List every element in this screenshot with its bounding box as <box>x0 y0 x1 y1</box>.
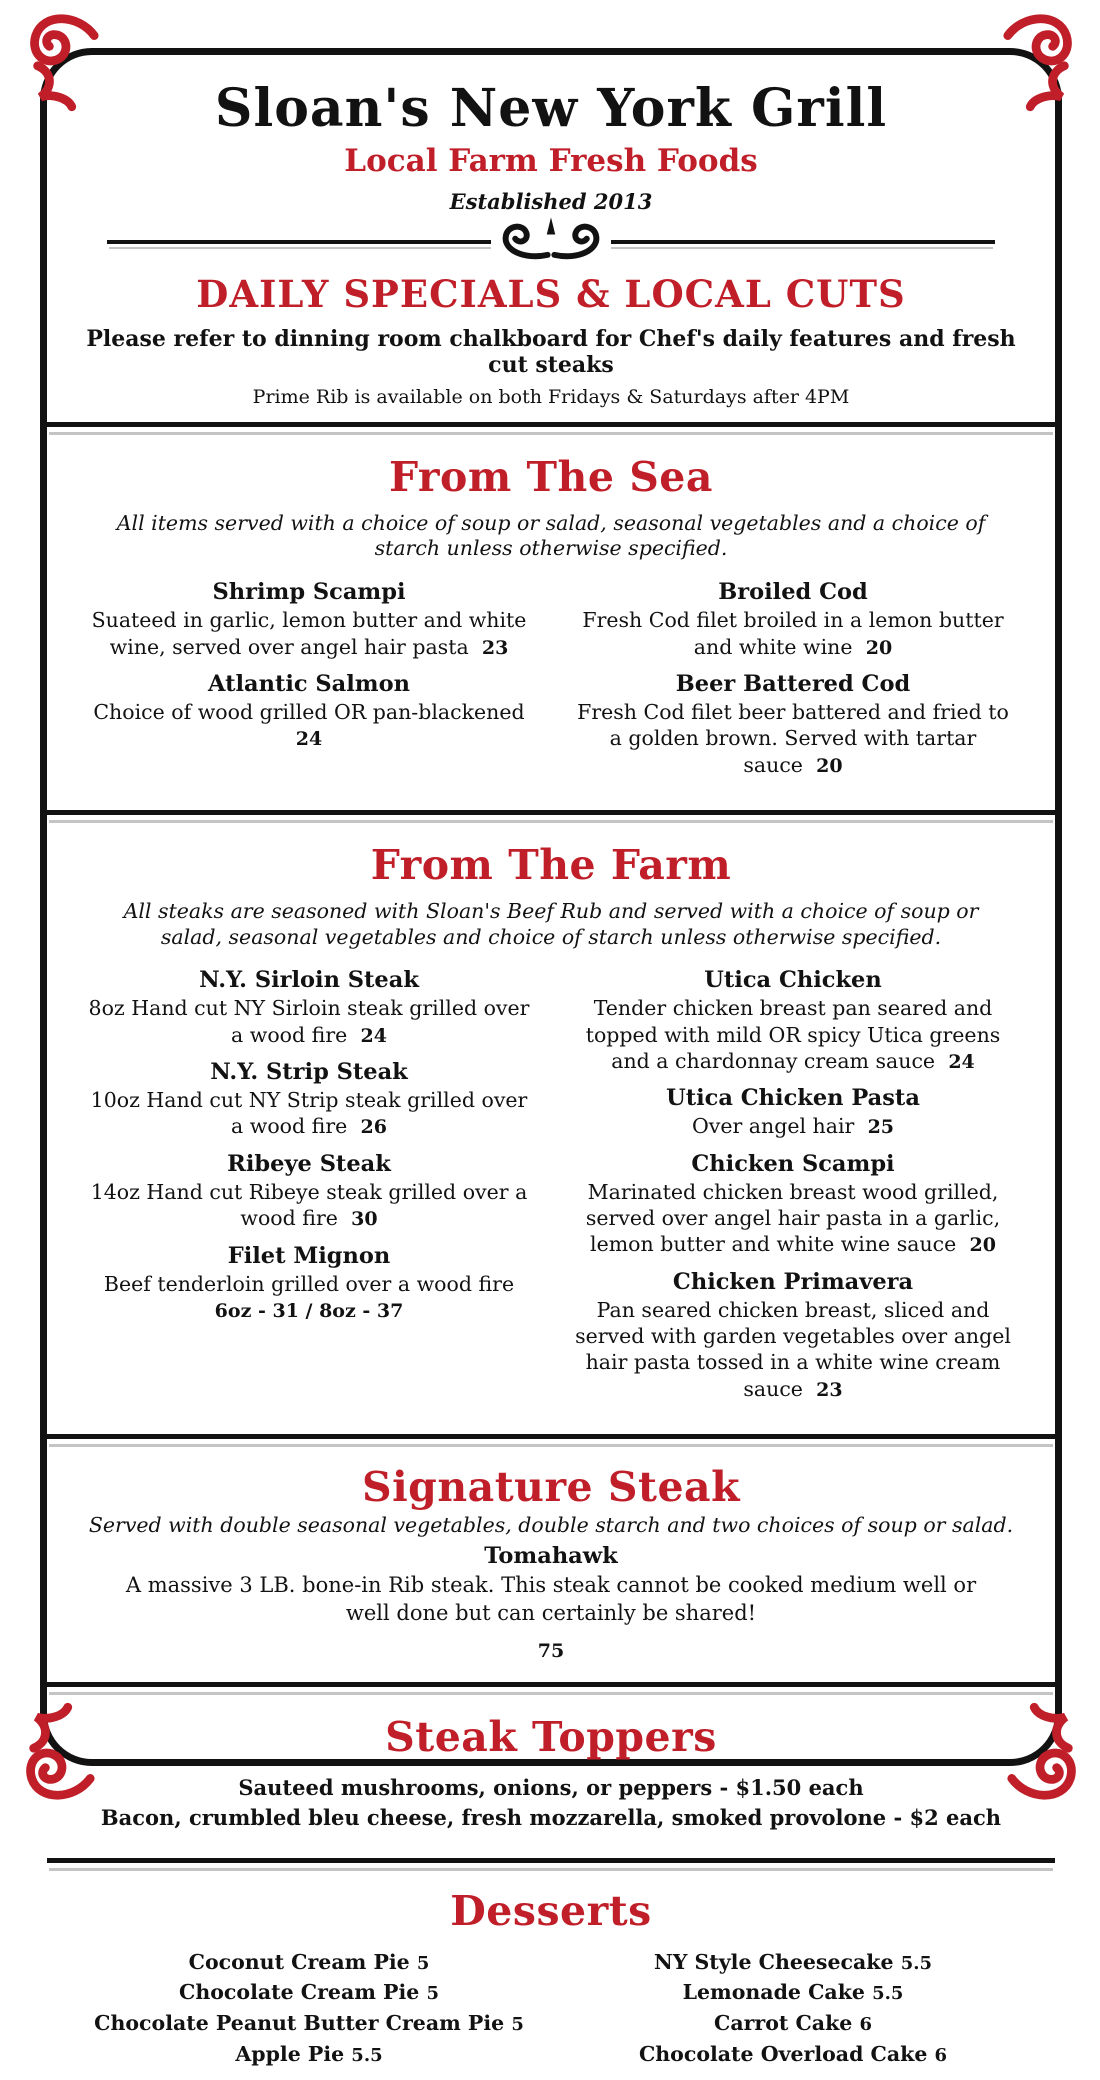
menu-frame <box>40 48 1062 2066</box>
item-name: Chocolate Cream Pie <box>179 1980 420 2005</box>
item-desc <box>87 1087 531 1140</box>
item-price: 24 <box>360 1024 387 1047</box>
item-name: Ribeye Steak <box>227 1150 391 1177</box>
farm-right-column <box>571 966 1015 1412</box>
page-subtitle: Local Farm Fresh Foods <box>344 142 758 179</box>
item-price: 30 <box>351 1208 378 1231</box>
item-price: 6oz - 31 / 8oz - 37 <box>214 1300 404 1322</box>
section-divider <box>47 1434 1055 1449</box>
item-name: Coconut Cream Pie <box>188 1949 410 1974</box>
item-price: 5 <box>426 1983 439 2005</box>
menu-item <box>571 966 1015 1074</box>
item-name: Filet Mignon <box>227 1242 391 1269</box>
sea-columns <box>87 578 1015 788</box>
item-name: Shrimp Scampi <box>212 579 406 606</box>
item-name: N.Y. Sirloin Steak <box>199 967 419 994</box>
item-desc-text: Marinated chicken breast wood grilled, served over angel hair pasta in a garlic, lemon butter and white wine sauce <box>585 1179 1001 1257</box>
item-desc: A massive 3 LB. bone-in Rib steak. This steak cannot be cooked medium well or well done but can certainly be shared! <box>125 1573 977 1626</box>
item-name: Utica Chicken Pasta <box>666 1085 920 1112</box>
desserts-left-column <box>87 1947 531 2070</box>
daily-specials-title: DAILY SPECIALS & LOCAL CUTS <box>196 271 906 316</box>
item-name: Chocolate Overload Cake <box>638 2041 928 2066</box>
item-desc <box>571 1113 1015 1139</box>
item-name: Chocolate Peanut Butter Cream Pie <box>94 2011 505 2036</box>
signature-steak-section <box>47 1449 1055 1682</box>
dessert-item <box>571 1947 1015 1978</box>
from-the-farm-section <box>47 825 1055 1434</box>
item-name: Tomahawk <box>484 1543 618 1570</box>
item-desc <box>571 1297 1015 1402</box>
item-desc <box>87 995 531 1048</box>
menu-item <box>571 1268 1015 1402</box>
steak-toppers-section <box>47 1697 1055 1858</box>
item-name: N.Y. Strip Steak <box>210 1058 408 1085</box>
prime-rib-note: Prime Rib is available on both Fridays & Saturdays after 4PM <box>252 385 850 408</box>
desserts-section <box>47 1873 1055 2080</box>
item-price: 20 <box>969 1234 996 1257</box>
menu-item <box>571 1150 1015 1258</box>
item-desc-text: 10oz Hand cut NY Strip steak grilled over a wood fire <box>90 1088 528 1139</box>
section-divider <box>47 810 1055 825</box>
item-desc <box>571 995 1015 1074</box>
item-price: 6 <box>859 2014 872 2036</box>
page-title: Sloan's New York Grill <box>214 78 888 139</box>
corner-flourish-icon <box>1004 1704 1082 1806</box>
item-desc-text: Fresh Cod filet beer battered and fried to a golden brown. Served with tartar sauce <box>577 700 1009 777</box>
desserts-columns <box>87 1947 1015 2070</box>
farm-columns <box>87 966 1015 1412</box>
section-divider <box>47 1682 1055 1697</box>
sea-left-column <box>87 578 531 788</box>
item-desc-text: 14oz Hand cut Ribeye steak grilled over a wood fire <box>90 1179 528 1231</box>
item-desc-text: 8oz Hand cut NY Sirloin steak grilled over a wood fire <box>88 996 530 1047</box>
from-the-sea-section <box>47 437 1055 810</box>
chalkboard-note: Please refer to dinning room chalkboard for Chef's daily features and fresh cut steaks <box>86 325 1016 378</box>
item-desc <box>571 1179 1015 1258</box>
item-price: 75 <box>537 1639 565 1662</box>
item-desc-text: Over angel hair <box>691 1114 855 1139</box>
item-price: 24 <box>295 728 323 751</box>
item-name: Carrot Cake <box>714 2011 853 2036</box>
section-title: From The Farm <box>370 840 732 889</box>
dessert-item <box>87 2008 531 2039</box>
section-note: All items served with a choice of soup or salad, seasonal vegetables and a choice of starch unless otherwise specified. <box>116 510 986 561</box>
corner-flourish-icon <box>1000 8 1078 110</box>
section-title: Desserts <box>450 1886 652 1935</box>
menu-item <box>571 670 1015 778</box>
section-title: Signature Steak <box>361 1463 741 1512</box>
item-name: NY Style Cheesecake <box>653 1949 894 1974</box>
dessert-item <box>87 1977 531 2008</box>
menu-item <box>87 670 531 752</box>
divider-flourish-icon <box>491 214 611 260</box>
item-price: 26 <box>360 1116 387 1139</box>
item-name: Chicken Scampi <box>691 1150 895 1177</box>
section-title: From The Sea <box>389 452 713 501</box>
item-desc-text: Beef tenderloin grilled over a wood fire <box>103 1271 515 1296</box>
topper-line: Sauteed mushrooms, onions, or peppers - $1.50 each <box>238 1774 864 1800</box>
item-price: 20 <box>816 754 843 777</box>
menu-item <box>87 1058 531 1140</box>
item-name: Chicken Primavera <box>672 1268 914 1295</box>
item-desc <box>571 607 1015 660</box>
section-divider <box>47 1858 1055 1873</box>
section-divider <box>47 422 1055 437</box>
section-note: All steaks are seasoned with Sloan's Beef Rub and served with a choice of soup or salad, seasonal vegetables and choice of starch unless otherwise specified. <box>123 898 979 949</box>
item-price: 5.5 <box>872 1983 904 2005</box>
dessert-item <box>571 2039 1015 2070</box>
item-price: 5.5 <box>351 2044 383 2066</box>
farm-left-column <box>87 966 531 1412</box>
item-desc <box>571 699 1015 778</box>
item-name: Beer Battered Cod <box>675 670 911 697</box>
item-price: 24 <box>948 1050 975 1073</box>
menu-item <box>571 1084 1015 1140</box>
topper-line: Bacon, crumbled bleu cheese, fresh mozzarella, smoked provolone - $2 each <box>100 1805 1002 1831</box>
menu-item <box>87 1150 531 1232</box>
item-name: Atlantic Salmon <box>208 670 410 697</box>
item-desc-text: Suateed in garlic, lemon butter and white wine, served over angel hair pasta <box>91 608 527 659</box>
title-divider <box>107 240 995 250</box>
dessert-item <box>571 1977 1015 2008</box>
item-desc <box>87 1179 531 1232</box>
item-price: 20 <box>865 636 893 659</box>
item-price: 23 <box>481 636 509 659</box>
header-section <box>47 55 1055 422</box>
menu-item <box>87 1242 531 1324</box>
dessert-item <box>571 2008 1015 2039</box>
sea-right-column <box>571 578 1015 788</box>
item-name: Apple Pie <box>235 2041 345 2066</box>
corner-flourish-icon <box>20 1704 98 1806</box>
toppers-lines <box>87 1773 1015 1834</box>
item-desc-text: Fresh Cod filet broiled in a lemon butter and white wine <box>582 608 1004 659</box>
item-desc <box>87 1271 531 1324</box>
item-desc-text: Pan seared chicken breast, sliced and served with garden vegetables over angel hair pasta tossed in a white wine cream sauce <box>575 1298 1011 1401</box>
item-name: Broiled Cod <box>718 579 868 606</box>
item-price: 25 <box>867 1116 895 1139</box>
desserts-right-column <box>571 1947 1015 2070</box>
item-name: Lemonade Cake <box>682 1980 865 2005</box>
established-line: Established 2013 <box>449 188 653 214</box>
item-price: 5 <box>416 1952 430 1974</box>
item-price: 5 <box>511 2014 524 2036</box>
menu-item <box>87 966 531 1048</box>
section-note: Served with double seasonal vegetables, double starch and two choices of soup or salad. <box>88 1513 1014 1538</box>
dessert-item <box>87 1947 531 1978</box>
menu-item <box>571 578 1015 660</box>
item-desc-text: Choice of wood grilled OR pan-blackened <box>93 700 525 725</box>
item-price: 23 <box>816 1378 843 1401</box>
item-name: Utica Chicken <box>704 967 882 994</box>
item-desc-text: Tender chicken breast pan seared and topped with mild OR spicy Utica greens and a chardonnay cream sauce <box>585 996 1001 1073</box>
section-title: Steak Toppers <box>385 1712 717 1761</box>
item-price: 5.5 <box>900 1952 933 1974</box>
item-desc <box>87 607 531 660</box>
dessert-item <box>87 2039 531 2070</box>
item-desc <box>87 699 531 752</box>
menu-item <box>87 578 531 660</box>
item-price: 6 <box>934 2044 948 2066</box>
corner-flourish-icon <box>24 8 102 110</box>
